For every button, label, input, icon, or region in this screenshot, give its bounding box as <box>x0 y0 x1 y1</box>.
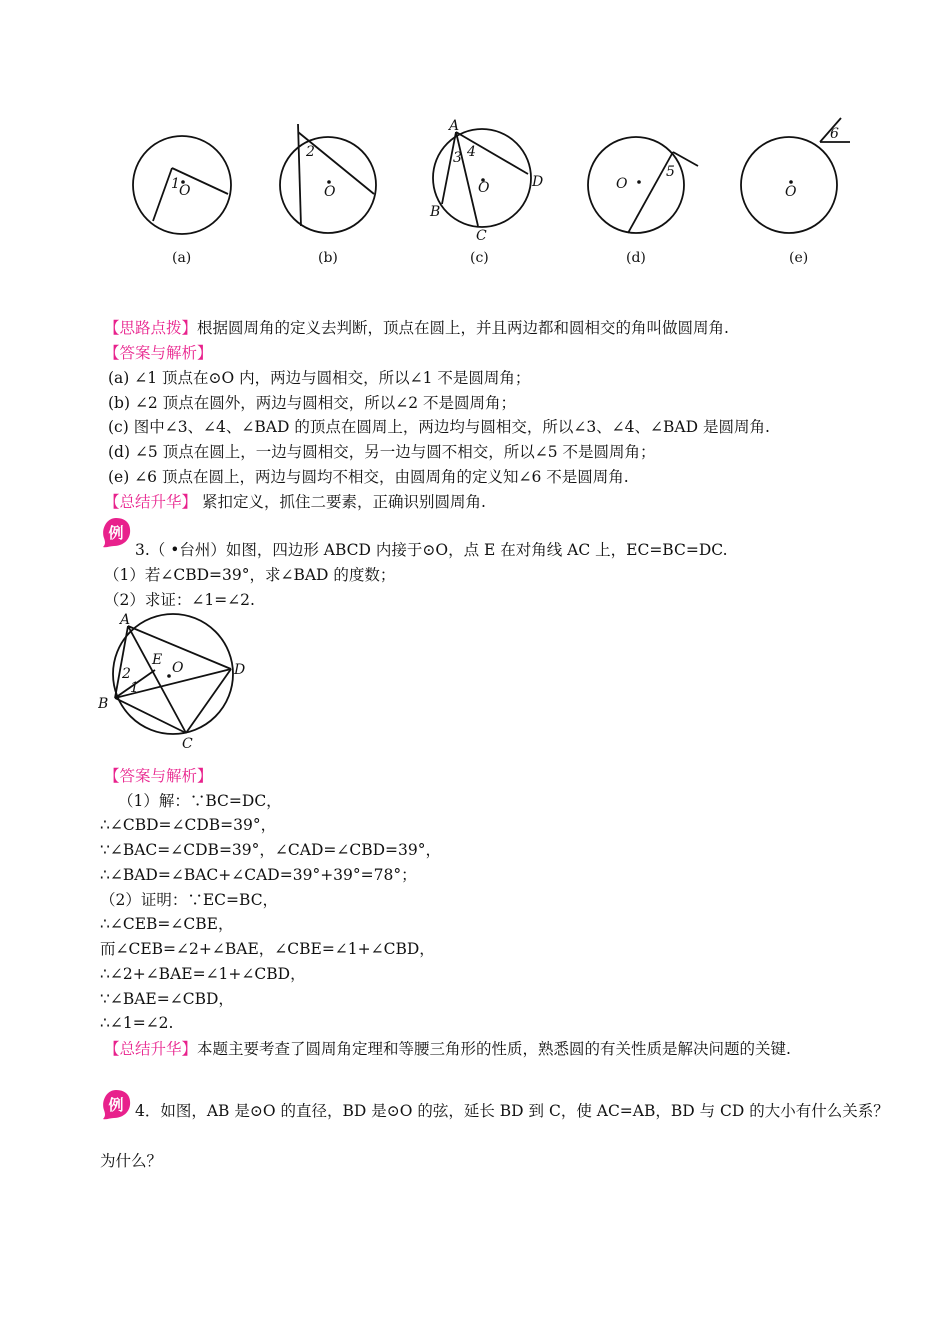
answer-a: (a) ∠1 顶点在⊙O 内，两边与圆相交，所以∠1 不是圆周角； <box>108 369 531 387</box>
solution-line-2: ∴∠CBD=∠CDB=39°， <box>100 816 277 834</box>
fig-b-caption: (b) <box>318 250 338 266</box>
example4-stem: 4．如图，AB 是⊙O 的直径，BD 是⊙O 的弦，延长 BD 到 C，使 AC=AB，BD 与 CD 的大小有什么关系？ <box>135 1102 889 1120</box>
fig-c-center-label: O <box>478 180 490 196</box>
hint-line <box>104 317 729 339</box>
fig3-O-label: O <box>172 660 184 676</box>
solution-line-1: （1）解：∵BC=DC， <box>118 792 282 810</box>
fig-c-angle3-label: 3 <box>453 150 462 166</box>
summary-line-2 <box>104 491 486 513</box>
example-badge-icon <box>100 516 132 548</box>
solution-line-5: （2）证明：∵EC=BC， <box>100 891 279 909</box>
example4-stem2: 为什么？ <box>100 1152 163 1170</box>
fig-c-angle4-label: 4 <box>467 144 476 160</box>
solution-line-3: ∵∠BAC=∠CDB=39°，∠CAD=∠CBD=39°， <box>100 841 441 859</box>
fig-d-caption: (d) <box>626 250 646 266</box>
fig3-angle1-label: 1 <box>130 680 139 696</box>
fig-e-caption: (e) <box>789 250 809 266</box>
summary-line-3 <box>104 1038 791 1060</box>
fig-c-A-label: A <box>449 118 460 134</box>
answer-e: (e) ∠6 顶点在圆上，两边与圆均不相交，由圆周角的定义知∠6 不是圆周角. <box>108 468 629 486</box>
fig-d-center-label: O <box>616 176 628 192</box>
solution-line-6: ∴∠CEB=∠CBE， <box>100 915 234 933</box>
fig-a-angle-label: 1 <box>171 176 180 192</box>
answer-tag: 【答案与解析】 <box>104 344 213 362</box>
fig3-C-label: C <box>182 736 193 752</box>
fig-c-caption: (c) <box>470 250 489 266</box>
solution-line-8: ∴∠2+∠BAE=∠1+∠CBD， <box>100 965 306 983</box>
fig3-B-label: B <box>98 696 109 712</box>
fig-c-C-label: C <box>476 228 487 244</box>
hint-text: 根据圆周角的定义去判断，顶点在圆上，并且两边都和圆相交的角叫做圆周角. <box>197 319 729 337</box>
fig-e-angle-label: 6 <box>830 126 839 142</box>
fig-e-center-label: O <box>785 184 797 200</box>
figure-row-circles <box>120 110 860 275</box>
fig3-D-label: D <box>234 662 246 678</box>
example3-summary-text: 本题主要考查了圆周角定理和等腰三角形的性质，熟悉圆的有关性质是解决问题的关键. <box>197 1040 791 1058</box>
figure-quadrilateral-abcd <box>98 612 258 752</box>
answer-b: (b) ∠2 顶点在圆外，两边与圆相交，所以∠2 不是圆周角； <box>108 394 516 412</box>
example-badge-icon <box>100 1088 132 1120</box>
fig-d-angle-label: 5 <box>666 164 675 180</box>
example3-q1: （1）若∠CBD=39°，求∠BAD 的度数； <box>104 566 396 584</box>
solution-line-10: ∴∠1=∠2. <box>100 1014 174 1032</box>
fig3-A-label: A <box>120 612 131 628</box>
fig-a-center-label: O <box>179 183 191 199</box>
solution-line-4: ∴∠BAD=∠BAC+∠CAD=39°+39°=78°； <box>100 866 417 884</box>
fig-b-angle-label: 2 <box>306 144 315 160</box>
example3-badge-text: 例 <box>108 524 124 542</box>
answer-tag-line <box>104 342 213 364</box>
fig3-angle2-label: 2 <box>122 666 131 682</box>
example3-answer-tag: 【答案与解析】 <box>104 767 213 785</box>
fig3-E-label: E <box>152 652 163 668</box>
solution-line-9: ∵∠BAE=∠CBD， <box>100 990 234 1008</box>
fig-b-center-label: O <box>324 184 336 200</box>
example3-stem: 3.（ •台州）如图，四边形 ABCD 内接于⊙O，点 E 在对角线 AC 上，EC=BC=DC. <box>135 541 728 559</box>
fig-c-B-label: B <box>430 204 441 220</box>
example3-summary-tag: 【总结升华】 <box>104 1040 198 1058</box>
fig-a-caption: (a) <box>172 250 192 266</box>
answer-d: (d) ∠5 顶点在圆上，一边与圆相交，另一边与圆不相交，所以∠5 不是圆周角； <box>108 443 656 461</box>
example3-answer-tag-line <box>104 765 213 787</box>
summary-text: 紧扣定义，抓住二要素，正确识别圆周角. <box>197 493 486 511</box>
answer-c: (c) 图中∠3、∠4、∠BAD 的顶点在圆周上，两边均与圆相交，所以∠3、∠4、∠BAD 是圆周角. <box>108 418 770 436</box>
summary-tag: 【总结升华】 <box>104 493 198 511</box>
example4-badge-text: 例 <box>108 1096 124 1114</box>
solution-line-7: 而∠CEB=∠2+∠BAE，∠CBE=∠1+∠CBD， <box>100 940 435 958</box>
fig-c-D-label: D <box>532 174 544 190</box>
hint-tag: 【思路点拨】 <box>104 319 198 337</box>
example3-q2: （2）求证：∠1=∠2. <box>104 591 255 609</box>
